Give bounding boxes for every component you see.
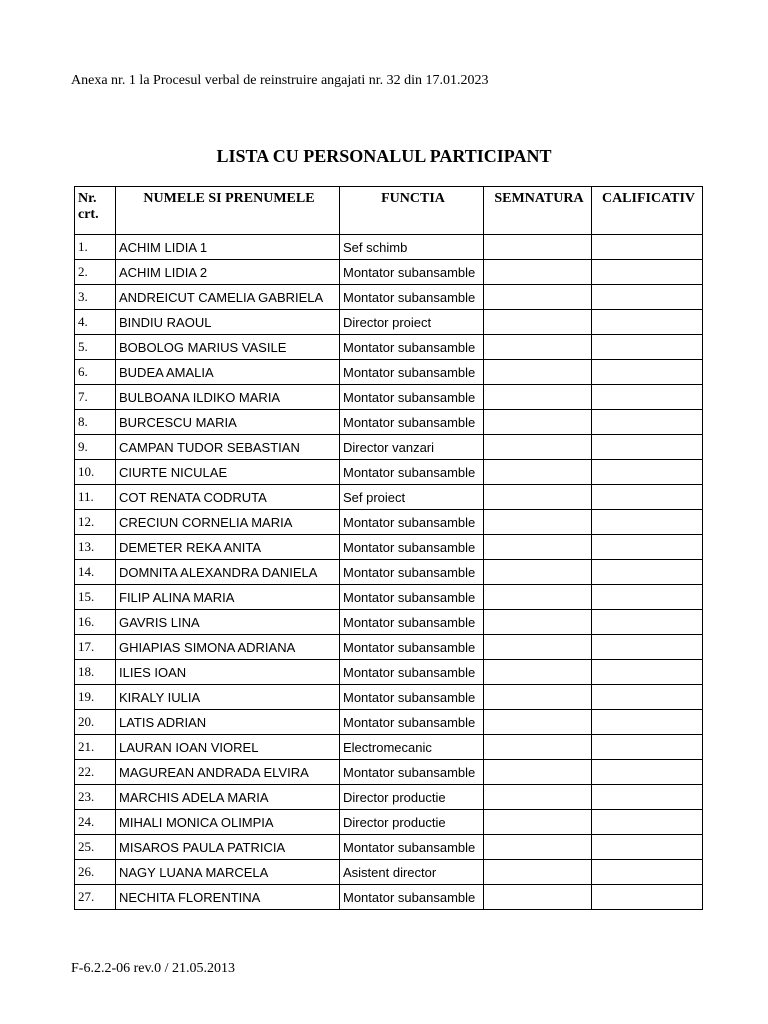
signature-cell — [484, 760, 592, 785]
participant-function: Asistent director — [340, 860, 484, 885]
rating-cell — [592, 660, 703, 685]
table-row — [75, 685, 703, 710]
signature-cell — [484, 810, 592, 835]
table-row — [75, 460, 703, 485]
rating-cell — [592, 810, 703, 835]
row-number: 14. — [75, 560, 116, 585]
signature-cell — [484, 785, 592, 810]
participant-function: Director productie — [340, 785, 484, 810]
rating-cell — [592, 685, 703, 710]
rating-cell — [592, 385, 703, 410]
row-number: 13. — [75, 535, 116, 560]
participant-name: GAVRIS LINA — [116, 610, 340, 635]
rating-cell — [592, 410, 703, 435]
table-row — [75, 385, 703, 410]
table-row — [75, 335, 703, 360]
participant-name: BUDEA AMALIA — [116, 360, 340, 385]
row-number: 12. — [75, 510, 116, 535]
participant-name: MIHALI MONICA OLIMPIA — [116, 810, 340, 835]
participant-function: Montator subansamble — [340, 760, 484, 785]
rating-cell — [592, 585, 703, 610]
column-header-signature: SEMNATURA — [484, 187, 592, 235]
rating-cell — [592, 735, 703, 760]
row-number: 17. — [75, 635, 116, 660]
rating-cell — [592, 485, 703, 510]
table-row — [75, 410, 703, 435]
row-number: 3. — [75, 285, 116, 310]
participant-function: Montator subansamble — [340, 835, 484, 860]
signature-cell — [484, 235, 592, 260]
rating-cell — [592, 610, 703, 635]
table-row — [75, 610, 703, 635]
rating-cell — [592, 710, 703, 735]
table-row — [75, 635, 703, 660]
participant-function: Montator subansamble — [340, 460, 484, 485]
signature-cell — [484, 510, 592, 535]
signature-cell — [484, 610, 592, 635]
participant-function: Electromecanic — [340, 735, 484, 760]
participant-function: Montator subansamble — [340, 610, 484, 635]
participant-function: Montator subansamble — [340, 335, 484, 360]
rating-cell — [592, 560, 703, 585]
participant-function: Sef schimb — [340, 235, 484, 260]
participant-name: ANDREICUT CAMELIA GABRIELA — [116, 285, 340, 310]
table-row — [75, 435, 703, 460]
signature-cell — [484, 460, 592, 485]
row-number: 10. — [75, 460, 116, 485]
table-header-row — [75, 187, 703, 235]
participant-name: GHIAPIAS SIMONA ADRIANA — [116, 635, 340, 660]
participant-name: ACHIM LIDIA 1 — [116, 235, 340, 260]
participant-function: Sef proiect — [340, 485, 484, 510]
signature-cell — [484, 685, 592, 710]
signature-cell — [484, 360, 592, 385]
rating-cell — [592, 535, 703, 560]
rating-cell — [592, 785, 703, 810]
participant-function: Montator subansamble — [340, 585, 484, 610]
rating-cell — [592, 510, 703, 535]
signature-cell — [484, 335, 592, 360]
signature-cell — [484, 260, 592, 285]
participant-name: CIURTE NICULAE — [116, 460, 340, 485]
signature-cell — [484, 285, 592, 310]
row-number: 5. — [75, 335, 116, 360]
column-header-rating: CALIFICATIV — [592, 187, 703, 235]
row-number: 8. — [75, 410, 116, 435]
form-code-footer: F-6.2.2-06 rev.0 / 21.05.2013 — [71, 961, 235, 976]
participant-name: ACHIM LIDIA 2 — [116, 260, 340, 285]
column-header-function: FUNCTIA — [340, 187, 484, 235]
table-row — [75, 860, 703, 885]
table-row — [75, 885, 703, 910]
signature-cell — [484, 635, 592, 660]
row-number: 21. — [75, 735, 116, 760]
participant-function: Director proiect — [340, 310, 484, 335]
table-row — [75, 535, 703, 560]
row-number: 6. — [75, 360, 116, 385]
rating-cell — [592, 860, 703, 885]
rating-cell — [592, 310, 703, 335]
participant-function: Montator subansamble — [340, 260, 484, 285]
row-number: 20. — [75, 710, 116, 735]
rating-cell — [592, 360, 703, 385]
signature-cell — [484, 385, 592, 410]
table-row — [75, 585, 703, 610]
row-number: 27. — [75, 885, 116, 910]
participant-function: Montator subansamble — [340, 885, 484, 910]
participant-name: FILIP ALINA MARIA — [116, 585, 340, 610]
row-number: 24. — [75, 810, 116, 835]
table-row — [75, 760, 703, 785]
rating-cell — [592, 285, 703, 310]
table-row — [75, 485, 703, 510]
participant-name: ILIES IOAN — [116, 660, 340, 685]
signature-cell — [484, 410, 592, 435]
row-number: 25. — [75, 835, 116, 860]
participant-name: MISAROS PAULA PATRICIA — [116, 835, 340, 860]
participant-function: Montator subansamble — [340, 360, 484, 385]
signature-cell — [484, 435, 592, 460]
participant-function: Montator subansamble — [340, 560, 484, 585]
row-number: 26. — [75, 860, 116, 885]
table-row — [75, 560, 703, 585]
participant-name: MAGUREAN ANDRADA ELVIRA — [116, 760, 340, 785]
table-row — [75, 810, 703, 835]
participant-name: BOBOLOG MARIUS VASILE — [116, 335, 340, 360]
signature-cell — [484, 560, 592, 585]
signature-cell — [484, 485, 592, 510]
participants-table — [74, 186, 703, 910]
participant-name: MARCHIS ADELA MARIA — [116, 785, 340, 810]
table-row — [75, 285, 703, 310]
rating-cell — [592, 760, 703, 785]
row-number: 22. — [75, 760, 116, 785]
participant-name: CAMPAN TUDOR SEBASTIAN — [116, 435, 340, 460]
signature-cell — [484, 860, 592, 885]
row-number: 23. — [75, 785, 116, 810]
table-row — [75, 785, 703, 810]
table-row — [75, 310, 703, 335]
signature-cell — [484, 735, 592, 760]
signature-cell — [484, 835, 592, 860]
participant-function: Montator subansamble — [340, 535, 484, 560]
column-header-nr: Nr. crt. — [75, 187, 116, 235]
participant-name: DEMETER REKA ANITA — [116, 535, 340, 560]
table-row — [75, 360, 703, 385]
row-number: 16. — [75, 610, 116, 635]
signature-cell — [484, 585, 592, 610]
participant-name: KIRALY IULIA — [116, 685, 340, 710]
row-number: 9. — [75, 435, 116, 460]
table-row — [75, 835, 703, 860]
rating-cell — [592, 235, 703, 260]
page-title: LISTA CU PERSONALUL PARTICIPANT — [216, 146, 552, 166]
signature-cell — [484, 310, 592, 335]
rating-cell — [592, 835, 703, 860]
row-number: 7. — [75, 385, 116, 410]
row-number: 19. — [75, 685, 116, 710]
rating-cell — [592, 435, 703, 460]
participant-name: DOMNITA ALEXANDRA DANIELA — [116, 560, 340, 585]
rating-cell — [592, 635, 703, 660]
participant-name: LATIS ADRIAN — [116, 710, 340, 735]
participant-function: Montator subansamble — [340, 635, 484, 660]
annex-reference: Anexa nr. 1 la Procesul verbal de reinstruire angajati nr. 32 din 17.01.2023 — [71, 73, 489, 88]
table-row — [75, 260, 703, 285]
participant-name: NAGY LUANA MARCELA — [116, 860, 340, 885]
row-number: 1. — [75, 235, 116, 260]
participant-function: Montator subansamble — [340, 410, 484, 435]
participant-name: NECHITA FLORENTINA — [116, 885, 340, 910]
row-number: 11. — [75, 485, 116, 510]
row-number: 15. — [75, 585, 116, 610]
signature-cell — [484, 885, 592, 910]
rating-cell — [592, 260, 703, 285]
participant-function: Montator subansamble — [340, 685, 484, 710]
participant-name: BINDIU RAOUL — [116, 310, 340, 335]
participant-name: CRECIUN CORNELIA MARIA — [116, 510, 340, 535]
row-number: 4. — [75, 310, 116, 335]
participant-function: Montator subansamble — [340, 510, 484, 535]
participant-name: BURCESCU MARIA — [116, 410, 340, 435]
participant-function: Montator subansamble — [340, 285, 484, 310]
participant-name: COT RENATA CODRUTA — [116, 485, 340, 510]
participant-function: Montator subansamble — [340, 660, 484, 685]
rating-cell — [592, 460, 703, 485]
signature-cell — [484, 660, 592, 685]
participant-name: BULBOANA ILDIKO MARIA — [116, 385, 340, 410]
table-row — [75, 510, 703, 535]
participant-function: Montator subansamble — [340, 710, 484, 735]
column-header-name: NUMELE SI PRENUMELE — [116, 187, 340, 235]
row-number: 2. — [75, 260, 116, 285]
signature-cell — [484, 710, 592, 735]
table-row — [75, 660, 703, 685]
rating-cell — [592, 885, 703, 910]
participant-name: LAURAN IOAN VIOREL — [116, 735, 340, 760]
signature-cell — [484, 535, 592, 560]
participant-function: Montator subansamble — [340, 385, 484, 410]
row-number: 18. — [75, 660, 116, 685]
rating-cell — [592, 335, 703, 360]
participant-function: Director vanzari — [340, 435, 484, 460]
table-row — [75, 710, 703, 735]
participant-function: Director productie — [340, 810, 484, 835]
table-row — [75, 735, 703, 760]
table-row — [75, 235, 703, 260]
